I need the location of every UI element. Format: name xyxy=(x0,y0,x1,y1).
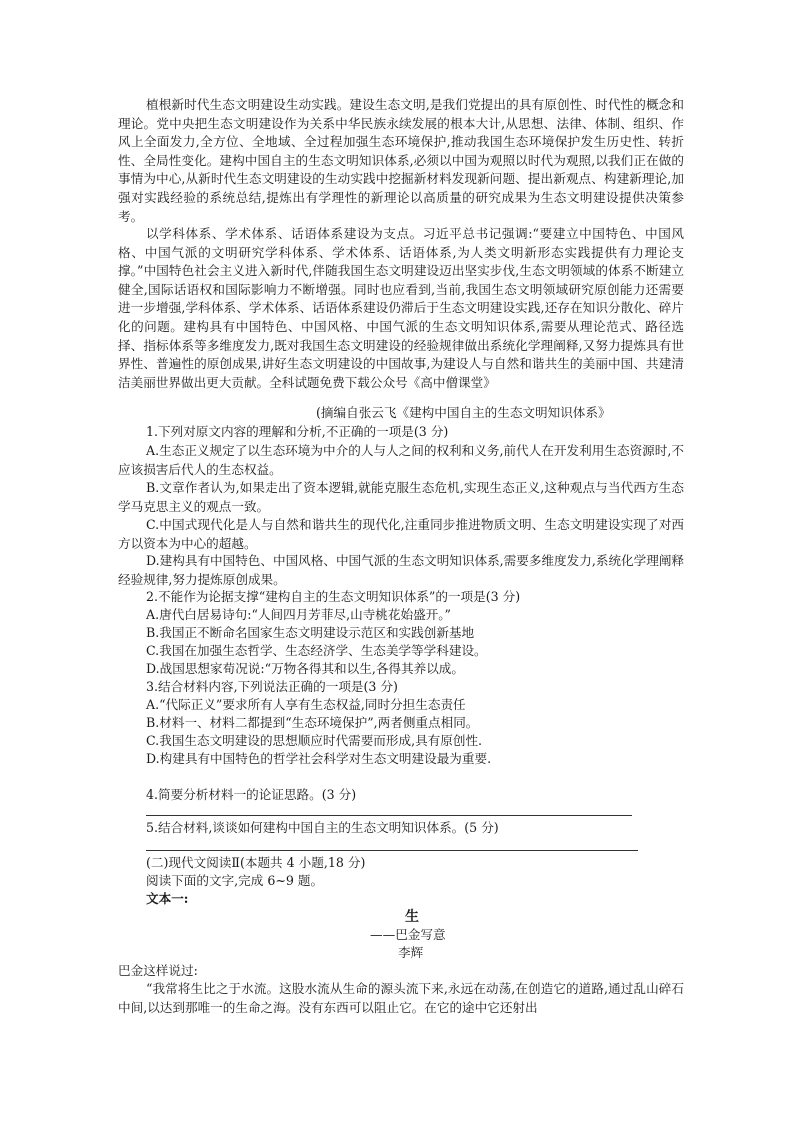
question-2-option-d: D.战国思想家荀况说:“万物各得其和以生,各得其养以成。 xyxy=(146,661,464,676)
question-2-option-b: B.我国正不断命名国家生态文明建设示范区和实践创新基地 xyxy=(146,625,475,640)
question-4-stem: 4.简要分析材料一的论证思路。(3 分) xyxy=(146,787,357,802)
text-one-label: 文本一: xyxy=(146,891,189,906)
question-2-stem: 2.不能作为论据支撑“建构自主的生态文明知识体系”的一项是(3 分) xyxy=(146,589,521,604)
question-2-option-c: C.我国在加强生态哲学、生态经济学、生态美学等学科建设。 xyxy=(146,643,487,658)
question-3-option-c: C.我国生态文明建设的思想顺应时代需要而形成,具有原创性. xyxy=(146,733,483,748)
question-1-stem: 1.下列对原文内容的理解和分析,不正确的一项是(3 分) xyxy=(146,424,449,439)
answer-line-5[interactable] xyxy=(146,850,638,851)
section-instruction: 阅读下面的文字,完成 6~9 题。 xyxy=(146,873,324,888)
article-author: 李辉 xyxy=(398,945,424,960)
source-citation: (摘编自张云飞《建构中国自主的生态文明知识体系》 xyxy=(316,405,611,420)
question-1-option-c: C.中国式现代化是人与自然和谐共生的现代化,注重同步推进物质文明、生态文明建设实现了对西方以资本为中心的超越。 xyxy=(118,517,684,551)
question-1-option-a: A.生态正义规定了以生态环境为中介的人与人之间的权利和义务,前代人在开发利用生态资源时,不应该损害后代人的生态权益。 xyxy=(118,443,684,477)
article-intro-line: 巴金这样说过: xyxy=(118,963,198,978)
question-5-stem: 5.结合材料,谈谈如何建构中国自主的生态文明知识体系。(5 分) xyxy=(146,820,499,835)
section-heading: (二)现代文阅读Ⅱ(本题共 4 小题,18 分) xyxy=(146,855,366,870)
question-2-option-a: A.唐代白居易诗句:“人间四月芳菲尽,山寺桃花始盛开。” xyxy=(146,607,451,622)
material-paragraph-2: 以学科体系、学术体系、话语体系建设为支点。习近平总书记强调:“要建立中国特色、中国风格、中国气派的文明研究学科体系、学术体系、话语体系,为人类文明新形态实践提供有力理论支撑。”中国特色社会主义进入新时代,伴随我国生态文明建设迈出坚实步伐,生态文明领域的体系不断建立健全,国际话语权和国际影响力不断增强。同时也应看到,当前,我国生态文明领域研究原创能力还需要进一步增强,学科体系、学术体系、话语体系建设仍滞后于生态文明建设实践,还存在知识分散化、碎片化的问题。建构具有中国特色、中国风格、中国气派的生态文明知识体系,需要从理论范式、路径选择、指标体系等多维度发力,既对我国生态文明建设的经验规律做出系统化学理阐释,又努力提炼具有世界性、普遍性的原创成果,讲好生态文明建设的中国故事,为建设人与自然和谐共生的美丽中国、共建清洁美丽世界做出更大贡献。全科试题免费下载公众号《高中僧课堂》 xyxy=(118,226,684,390)
question-1-option-d: D.建构具有中国特色、中国风格、中国气派的生态文明知识体系,需要多维度发力,系统化学理阐释经验规律,努力提炼原创成果。 xyxy=(118,553,685,587)
material-paragraph-1: 植根新时代生态文明建设生动实践。建设生态文明,是我们党提出的具有原创性、时代性的概念和理论。党中央把生态文明建设作为关系中华民族永续发展的根本大计,从思想、法律、体制、组织、作风上全面发力,全方位、全地域、全过程加强生态环境保护,推动我国生态环境保护发生历史性、转折性、全局性变化。建构中国自主的生态文明知识体系,必须以中国为观照以时代为观照,以我们正在做的事情为中心,从新时代生态文明建设的生动实践中挖掘新材料发现新问题、提出新观点、构建新理论,加强对实践经验的系统总结,提炼出有学理性的新理论以高质量的研究成果为生态文明建设提供决策参考。 xyxy=(118,97,684,224)
question-1-option-b: B.文章作者认为,如果走出了资本逻辑,就能克服生态危机,实现生态正义,这种观点与当代西方生态学马克思主义的观点一致。 xyxy=(118,480,684,514)
article-quote-paragraph: “我常将生比之于水流。这股水流从生命的源头流下来,永远在动荡,在创造它的道路,通过乱山碎石中间,以达到那唯一的生命之海。没有东西可以阻止它。在它的途中它还射出 xyxy=(118,981,684,1015)
article-title: 生 xyxy=(405,909,419,925)
question-3-option-b: B.材料一、材料二都提到“生态环境保护”,两者侧重点相同。 xyxy=(146,715,479,730)
question-3-stem: 3.结合材料内容,下列说法正确的一项是(3 分) xyxy=(146,679,398,694)
answer-line-4[interactable] xyxy=(146,815,632,816)
article-subtitle: ——巴金写意 xyxy=(370,927,446,942)
question-3-option-d: D.构建具有中国特色的哲学社会科学对生态文明建设最为重要. xyxy=(146,751,492,766)
question-3-option-a: A.“代际正义”要求所有人享有生态权益,同时分担生态责任 xyxy=(146,697,466,712)
